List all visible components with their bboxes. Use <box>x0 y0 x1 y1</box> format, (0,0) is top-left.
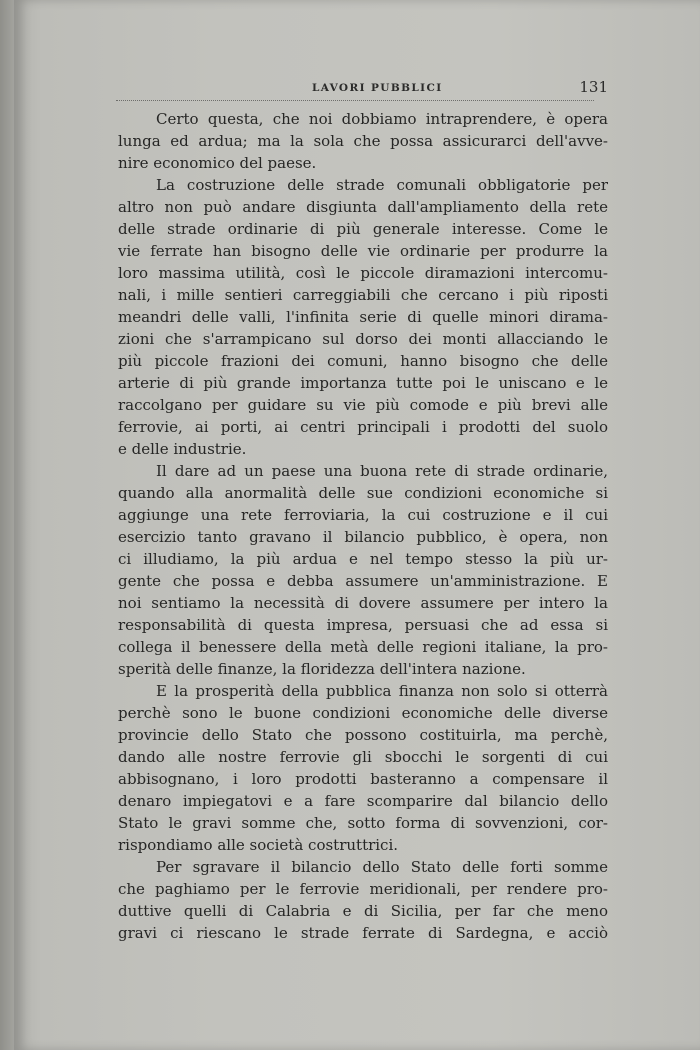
text-line: sperità delle finanze, la floridezza dell'intera nazione. <box>118 660 526 678</box>
text-line: aggiunge una rete ferroviaria, la cui costruzione e il cui <box>118 506 608 524</box>
text-line: vie ferrate han bisogno delle vie ordinarie per produrre la <box>118 242 608 260</box>
text-line: perchè sono le buone condizioni economiche delle diverse <box>118 704 608 722</box>
text-line: responsabilità di questa impresa, persuasi che ad essa si <box>118 616 608 634</box>
text-line: meandri delle valli, l'infinita serie di quelle minori dirama- <box>118 308 608 326</box>
text-line: gente che possa e debba assumere un'amministrazione. E <box>118 572 608 590</box>
text-line: che paghiamo per le ferrovie meridionali, per rendere pro- <box>118 880 608 898</box>
text-line: duttive quelli di Calabria e di Sicilia, per far che meno <box>118 902 608 920</box>
text-line: Certo questa, che noi dobbiamo intraprendere, è opera <box>156 110 608 128</box>
text-line: altro non può andare disgiunta dall'ampliamento della rete <box>118 198 608 216</box>
text-line: dando alle nostre ferrovie gli sbocchi le sorgenti di cui <box>118 748 608 766</box>
text-line: nali, i mille sentieri carreggiabili che cercano i più riposti <box>118 286 608 304</box>
text-line: quando alla anormalità delle sue condizioni economiche si <box>118 484 608 502</box>
text-line: e delle industrie. <box>118 440 247 458</box>
text-line: delle strade ordinarie di più generale interesse. Come le <box>118 220 608 238</box>
body-text <box>118 108 608 944</box>
text-line: provincie dello Stato che possono costituirla, ma perchè, <box>118 726 608 744</box>
text-line: abbisognano, i loro prodotti basteranno a compensare il <box>118 770 608 788</box>
text-line: Il dare ad un paese una buona rete di strade ordinarie, <box>156 462 608 480</box>
text-line: arterie di più grande importanza tutte poi le uniscano e le <box>118 374 608 392</box>
page-number: 131 <box>579 78 608 96</box>
page-header <box>116 78 608 104</box>
text-line: denaro impiegatovi e a fare scomparire dal bilancio dello <box>118 792 608 810</box>
text-line: rispondiamo alle società costruttrici. <box>118 836 399 854</box>
text-line: lunga ed ardua; ma la sola che possa assicurarci dell'avve- <box>118 132 608 150</box>
text-line: ci illudiamo, la più ardua e nel tempo stesso la più ur- <box>118 550 608 568</box>
text-line: noi sentiamo la necessità di dovere assumere per intero la <box>118 594 608 612</box>
book-gutter <box>0 0 14 1050</box>
header-rule <box>116 100 594 101</box>
text-line: La costruzione delle strade comunali obbligatorie per <box>156 176 608 194</box>
text-line: zioni che s'arrampicano sul dorso dei monti allacciando le <box>118 330 608 348</box>
text-line: esercizio tanto gravano il bilancio pubblico, è opera, non <box>118 528 608 546</box>
text-line: più piccole frazioni dei comuni, hanno bisogno che delle <box>118 352 608 370</box>
text-line: Per sgravare il bilancio dello Stato delle forti somme <box>156 858 608 876</box>
text-line: Stato le gravi somme che, sotto forma di sovvenzioni, cor- <box>118 814 608 832</box>
text-line: nire economico del paese. <box>118 154 317 172</box>
running-title: LAVORI PUBBLICI <box>312 82 443 94</box>
text-line: gravi ci riescano le strade ferrate di Sardegna, e acciò <box>118 924 608 942</box>
text-line: ferrovie, ai porti, ai centri principali i prodotti del suolo <box>118 418 608 436</box>
text-line: collega il benessere della metà delle regioni italiane, la pro- <box>118 638 608 656</box>
text-line: loro massima utilità, così le piccole diramazioni intercomu- <box>118 264 608 282</box>
text-line: E la prosperità della pubblica finanza non solo si otterrà <box>156 682 608 700</box>
text-line: raccolgano per guidare su vie più comode e più brevi alle <box>118 396 608 414</box>
